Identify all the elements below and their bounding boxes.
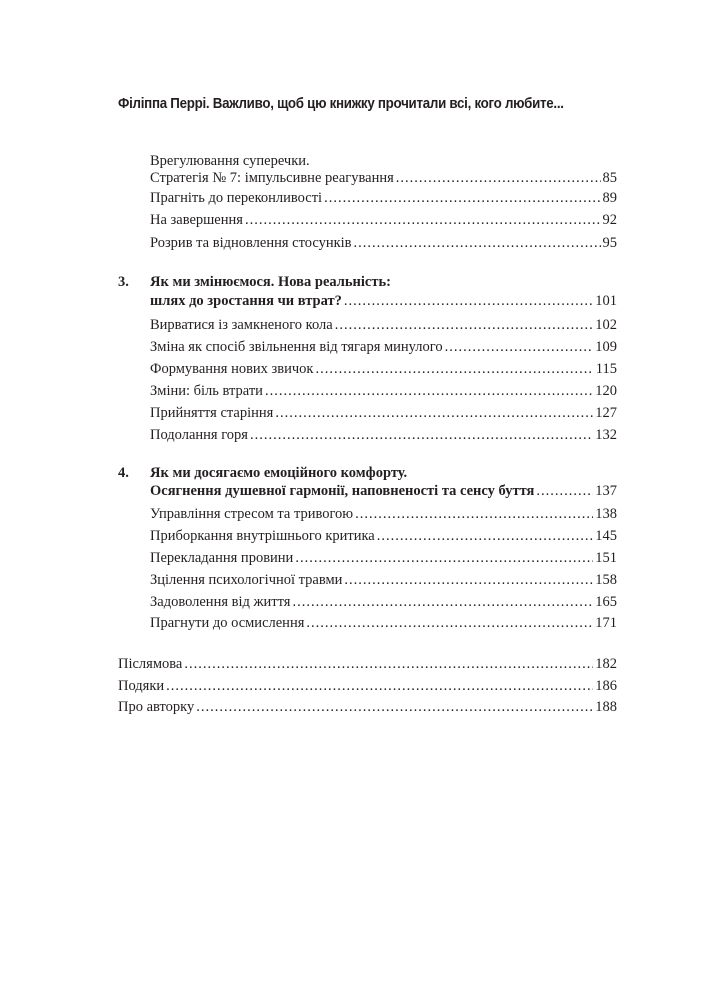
toc-entry-title: Управління стресом та тривогою: [150, 506, 354, 522]
toc-entry-page: 165: [595, 594, 617, 610]
toc-entry-title: Подяки: [118, 678, 165, 694]
toc-entry[interactable]: [150, 404, 617, 422]
dot-leader: [275, 404, 593, 422]
dot-leader: [377, 527, 594, 545]
dot-leader: [396, 169, 601, 187]
dot-leader: [445, 338, 594, 356]
toc-entry-title: Розрив та відновлення стосунків: [150, 235, 352, 251]
toc-entry[interactable]: [150, 549, 617, 567]
toc-entry[interactable]: [150, 169, 617, 187]
toc-entry-page: 186: [595, 678, 617, 694]
chapter-4-number: 4.: [118, 465, 129, 481]
dot-leader: [306, 614, 593, 632]
toc-entry-title: Зміни: біль втрати: [150, 383, 263, 399]
toc-entry[interactable]: [150, 527, 617, 545]
toc-entry[interactable]: [150, 614, 617, 632]
toc-entry-page: 188: [595, 699, 617, 715]
dot-leader: [250, 426, 593, 444]
toc-entry-title: Прагніть до переконливості: [150, 190, 323, 206]
dot-leader: [315, 360, 593, 378]
toc-entry-page: 95: [602, 235, 617, 251]
toc-entry-page: 120: [595, 383, 617, 399]
toc-entry-title: Стратегія № 7: імпульсивне реагування: [150, 170, 394, 186]
dot-leader: [536, 482, 593, 500]
toc-entry-title: Подолання горя: [150, 427, 248, 443]
dot-leader: [355, 505, 593, 523]
toc-entry-page: 158: [595, 572, 617, 588]
toc-entry[interactable]: [150, 593, 617, 611]
toc-entry-page: 151: [595, 550, 617, 566]
dot-leader: [245, 211, 601, 229]
dot-leader: [344, 292, 593, 310]
chapter-3-title-line2: шлях до зростання чи втрат?: [150, 293, 342, 309]
toc-entry-title: Зміна як спосіб звільнення від тягаря минулого: [150, 339, 443, 355]
toc-entry-page: 145: [595, 528, 617, 544]
toc-entry-title: Задоволення від життя: [150, 594, 291, 610]
toc-entry-page: 115: [595, 361, 617, 377]
dot-leader: [265, 382, 593, 400]
back-matter-entry[interactable]: [118, 677, 617, 695]
toc-entry-title: Вирватися із замкненого кола: [150, 317, 333, 333]
toc-entry-page: 182: [595, 656, 617, 672]
chapter-4-page: 137: [595, 483, 617, 499]
toc-entry-page: 85: [602, 170, 617, 186]
toc-entry[interactable]: [150, 234, 617, 252]
toc-entry-page: 109: [595, 339, 617, 355]
dot-leader: [292, 593, 593, 611]
dot-leader: [295, 549, 593, 567]
toc-entry-page: 127: [595, 405, 617, 421]
back-matter-entry[interactable]: [118, 655, 617, 673]
dot-leader: [344, 571, 593, 589]
toc-entry-title: Про авторку: [118, 699, 195, 715]
chapter-4-title-line2: Осягнення душевної гармонії, наповненості та сенсу буття: [150, 483, 535, 499]
toc-entry-page: 138: [595, 506, 617, 522]
toc-entry[interactable]: [150, 360, 617, 378]
dot-leader: [196, 698, 593, 716]
toc-entry-title: Перекладання провини: [150, 550, 294, 566]
toc-entry-title: Післямова: [118, 656, 183, 672]
toc-entry[interactable]: [150, 505, 617, 523]
toc-entry-title: Прагнути до осмислення: [150, 615, 305, 631]
toc-entry[interactable]: [150, 338, 617, 356]
toc-entry-title: Приборкання внутрішнього критика: [150, 528, 375, 544]
chapter-4-title-line1: Як ми досягаємо емоційного комфорту.: [150, 465, 408, 481]
running-header: Філіппа Перрі. Важливо, щоб цю книжку прочитали всі, кого любите...: [118, 96, 564, 112]
back-matter-entry[interactable]: [118, 698, 617, 716]
toc-entry-title: Зцілення психологічної травми: [150, 572, 343, 588]
toc-entry-title: Прийняття старіння: [150, 405, 274, 421]
toc-entry-page: 92: [602, 212, 617, 228]
dot-leader: [324, 189, 600, 207]
chapter-4-entry[interactable]: [150, 482, 617, 500]
toc-entry-page: 102: [595, 317, 617, 333]
toc-entry[interactable]: [150, 426, 617, 444]
dot-leader: [184, 655, 593, 673]
toc-entry[interactable]: [150, 189, 617, 207]
toc-entry[interactable]: [150, 316, 617, 334]
section-title-first-line: Врегулювання суперечки.: [150, 153, 310, 169]
toc-entry-page: 171: [595, 615, 617, 631]
toc-entry-title: На завершення: [150, 212, 243, 228]
toc-entry[interactable]: [150, 211, 617, 229]
dot-leader: [335, 316, 594, 334]
chapter-3-page: 101: [595, 293, 617, 309]
dot-leader: [354, 234, 601, 252]
toc-entry-page: 132: [595, 427, 617, 443]
dot-leader: [166, 677, 593, 695]
chapter-3-entry[interactable]: [150, 292, 617, 310]
chapter-3-title-line1: Як ми змінюємося. Нова реальність:: [150, 274, 391, 290]
toc-entry[interactable]: [150, 571, 617, 589]
chapter-3-number: 3.: [118, 274, 129, 290]
toc-entry-title: Формування нових звичок: [150, 361, 314, 377]
toc-entry-page: 89: [602, 190, 617, 206]
toc-entry[interactable]: [150, 382, 617, 400]
